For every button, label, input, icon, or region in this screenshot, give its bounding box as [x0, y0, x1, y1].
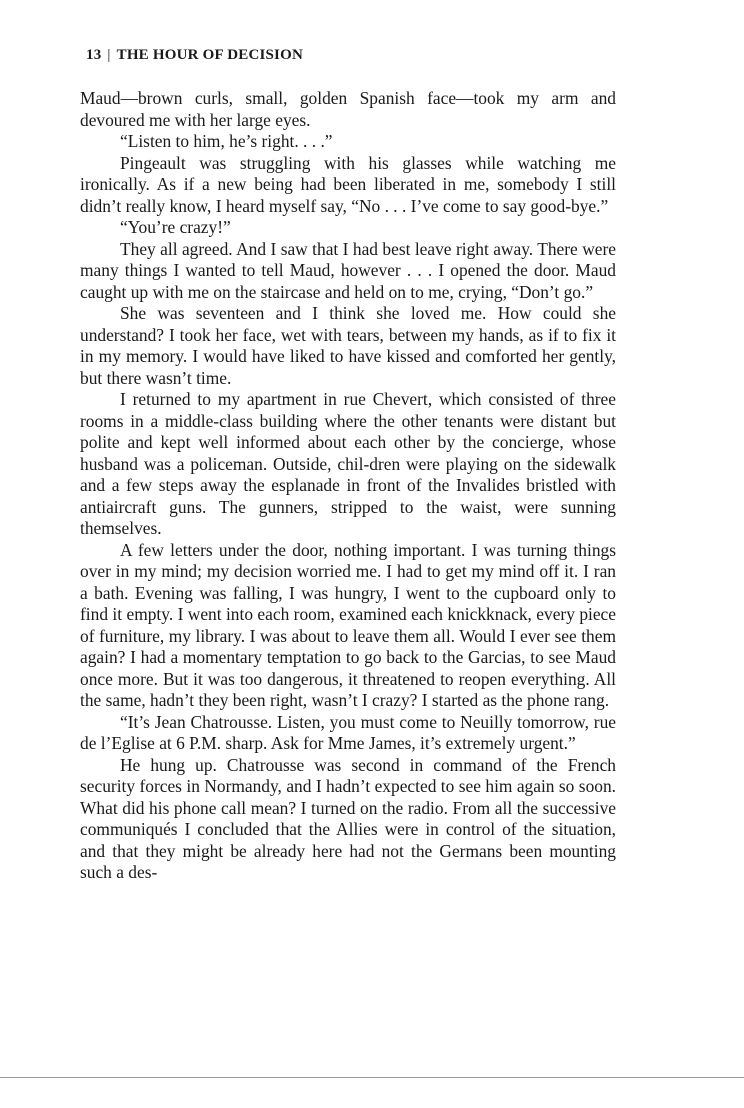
header-separator: |: [107, 47, 111, 63]
paragraph: “It’s Jean Chatrousse. Listen, you must come to Neuilly tomorrow, rue de l’Eglise at 6 P.M. sharp. Ask for Mme James, it’s extremely urgent.”: [80, 711, 616, 753]
paragraph: She was seventeen and I think she loved me. How could she understand? I took her face, wet with tears, between my hands, as if to fix it in my memory. I would have liked to have kissed and comforted her gently, but there wasn’t time.: [80, 303, 616, 388]
paragraph: “Listen to him, he’s right. . . .”: [120, 131, 333, 151]
page-number: 13: [86, 47, 102, 63]
page-body: [80, 88, 616, 884]
page-bottom-edge: [0, 1077, 744, 1078]
paragraph: Maud—brown curls, small, golden Spanish face—took my arm and devoured me with her large eyes.: [80, 88, 616, 130]
paragraph: Pingeault was struggling with his glasses while watching me ironically. As if a new being had been liberated in me, somebody I still didn’t really know, I heard myself say, “No . . . I’ve come to say good-bye.”: [80, 152, 616, 216]
running-header: [86, 47, 303, 64]
paragraph: A few letters under the door, nothing important. I was turning things over in my mind; my decision worried me. I had to get my mind off it. I ran a bath. Evening was falling, I was hungry, I went to the cupboard only to find it empty. I went into each room, examined each knickknack, every piece of furniture, my library. I was about to leave them all. Would I ever see them again? I had a momentary temptation to go back to the Garcias, to see Maud once more. But it was too dangerous, it threatened to reopen everything. All the same, hadn’t they been right, wasn’t I crazy? I started as the phone rang.: [80, 539, 616, 710]
paragraph: He hung up. Chatrousse was second in command of the French security forces in Normandy, and I hadn’t expected to see him again so soon. What did his phone call mean? I turned on the radio. From all the successive communiqués I concluded that the Allies were in control of the situation, and that they might be already here had not the Germans been mounting such a des-: [80, 754, 616, 882]
running-title: THE HOUR OF DECISION: [116, 47, 303, 63]
paragraph: I returned to my apartment in rue Chevert, which consisted of three rooms in a middle-class building where the other tenants were distant but polite and kept well informed about each other by the concierge, whose husband was a policeman. Outside, chil-dren were playing on the sidewalk and a few steps away the esplanade in front of the Invalides bristled with antiaircraft guns. The gunners, stripped to the waist, were sunning themselves.: [80, 389, 616, 538]
paragraph: “You’re crazy!”: [120, 217, 231, 237]
paragraph: They all agreed. And I saw that I had best leave right away. There were many things I wanted to tell Maud, however . . . I opened the door. Maud caught up with me on the staircase and held on to me, crying, “Don’t go.”: [80, 238, 616, 302]
